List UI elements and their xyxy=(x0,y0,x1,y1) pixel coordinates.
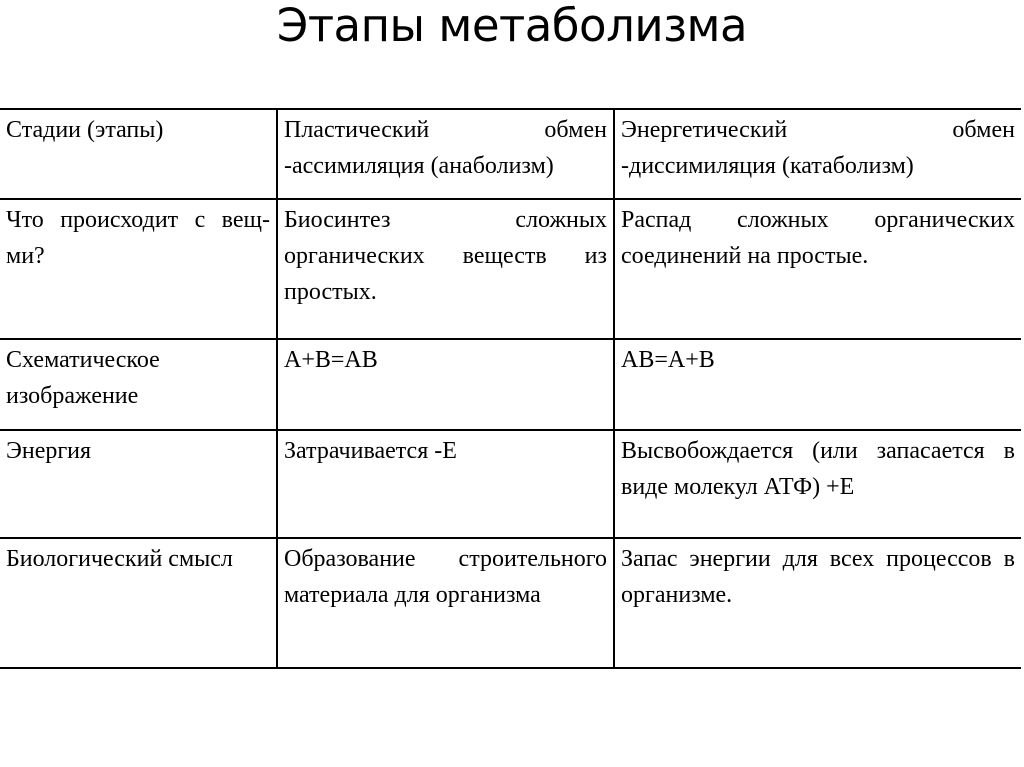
cell-text: Энергетический обмен -диссимиляция (катаболизм) xyxy=(621,117,1015,179)
cell-catabolism xyxy=(614,430,1021,538)
cell-stage xyxy=(0,339,277,430)
slide-title: Этапы метаболизма xyxy=(276,0,748,52)
cell-catabolism xyxy=(614,339,1021,430)
cell-text: Высвобождается (или запасается в виде молекул АТФ) +Е xyxy=(621,438,1015,500)
cell-text: Биосинтез сложных органических веществ из простых. xyxy=(284,207,607,305)
table-row xyxy=(0,538,1021,668)
table-row-header xyxy=(0,109,1021,199)
cell-text: Схематическое изображение xyxy=(6,347,160,409)
cell-text: Энергия xyxy=(6,438,92,464)
cell-text: Образование строительного материала для организма xyxy=(284,546,607,608)
cell-text: Стадии (этапы) xyxy=(6,117,164,143)
cell-stage xyxy=(0,430,277,538)
cell-catabolism xyxy=(614,109,1021,199)
cell-text: Запас энергии для всех процессов в организме. xyxy=(621,546,1015,608)
cell-anabolism xyxy=(277,430,614,538)
cell-anabolism xyxy=(277,538,614,668)
cell-anabolism xyxy=(277,199,614,339)
cell-text: Что происходит с вещ-ми? xyxy=(6,207,270,269)
table-row xyxy=(0,339,1021,430)
cell-stage xyxy=(0,199,277,339)
cell-text: Пластический обмен -ассимиляция (анаболизм) xyxy=(284,117,607,179)
cell-catabolism xyxy=(614,199,1021,339)
table-row xyxy=(0,199,1021,339)
cell-stage xyxy=(0,109,277,199)
metabolism-table xyxy=(0,108,1021,669)
cell-stage xyxy=(0,538,277,668)
cell-text: Биологический смысл xyxy=(6,546,233,572)
table-row xyxy=(0,430,1021,538)
cell-anabolism xyxy=(277,339,614,430)
cell-text: A+B=AB xyxy=(284,347,378,373)
cell-text: AB=A+B xyxy=(621,347,715,373)
cell-text: Распад сложных органических соединений на простые. xyxy=(621,207,1015,269)
cell-text: Затрачивается -Е xyxy=(284,438,457,464)
cell-catabolism xyxy=(614,538,1021,668)
cell-anabolism xyxy=(277,109,614,199)
